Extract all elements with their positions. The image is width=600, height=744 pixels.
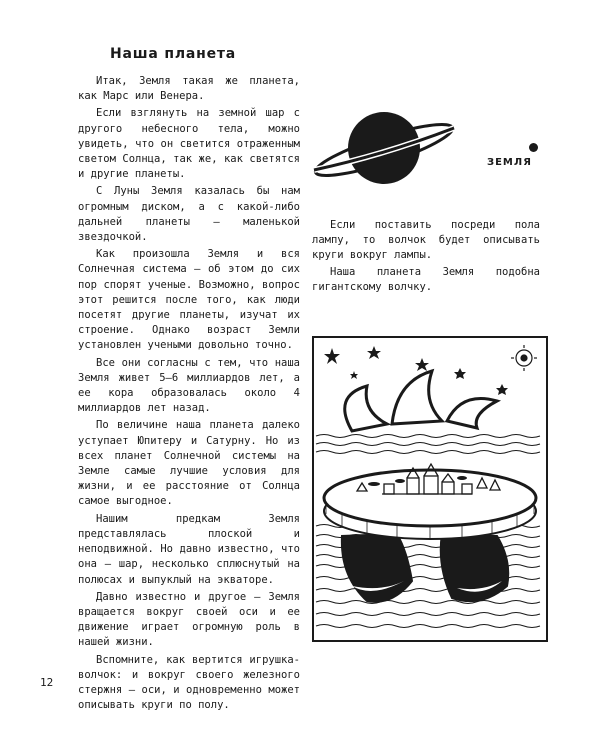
paragraph: Если поставить посреди пола лампу, то волчок будет описывать круги вокруг лампы. bbox=[312, 219, 540, 262]
right-text-column bbox=[312, 218, 540, 296]
earth-dot-icon bbox=[529, 143, 538, 152]
page-number: 12 bbox=[40, 676, 54, 689]
paragraph: По величине наша планета далеко уступает Юпитеру и Сатурну. Но из всех планет Солнечной системы на Земле самые лучшие условия для жизни, и ее расстояние от Солнца самое выгодное. bbox=[78, 419, 300, 508]
paragraph: Давно известно и другое — Земля вращается вокруг своей оси и ее движение играет огромную роль в нашей жизни. bbox=[78, 590, 300, 649]
left-text-column bbox=[78, 74, 300, 715]
paragraph: Наша планета Земля подобна гигантскому волчку. bbox=[312, 265, 540, 293]
saturn-illustration bbox=[304, 100, 484, 200]
paragraph: Как произошла Земля и вся Солнечная система — об этом до сих пор спорят ученые. Возможно, вопрос этот решится после того, как люди посетят другие планеты, изучат их строение. Однако возраст Земли установлен учеными довольно точно. bbox=[78, 248, 300, 352]
paragraph: Нашим предкам Земля представлялась плоской и неподвижной. Но давно известно, что она — шар, несколько сплюснутый на полюсах и выпуклый на экваторе. bbox=[78, 512, 300, 586]
paragraph: Если взглянуть на земной шар с другого небесного тела, можно увидеть, что он светится отраженным светом Солнца, так же, как светятся и другие планеты. bbox=[78, 107, 300, 181]
paragraph: Итак, Земля такая же планета, как Марс или Венера. bbox=[78, 75, 300, 103]
paragraph: Вспомните, как вертится игрушка-волчок: и вокруг своего железного стержня — оси, и одновременно может описывать круги по полу. bbox=[78, 653, 300, 712]
earth-label: ЗЕМЛЯ bbox=[487, 157, 532, 168]
paragraph: Все они согласны с тем, что наша Земля живет 5—6 миллиардов лет, а ее кора образовалась около 4 миллиардов лет назад. bbox=[78, 356, 300, 415]
page-title: Наша планета bbox=[110, 46, 237, 62]
flat-earth-illustration bbox=[312, 336, 548, 642]
paragraph: С Луны Земля казалась бы нам огромным диском, а с какой-либо дальней планеты — маленькой звездочкой. bbox=[78, 185, 300, 244]
